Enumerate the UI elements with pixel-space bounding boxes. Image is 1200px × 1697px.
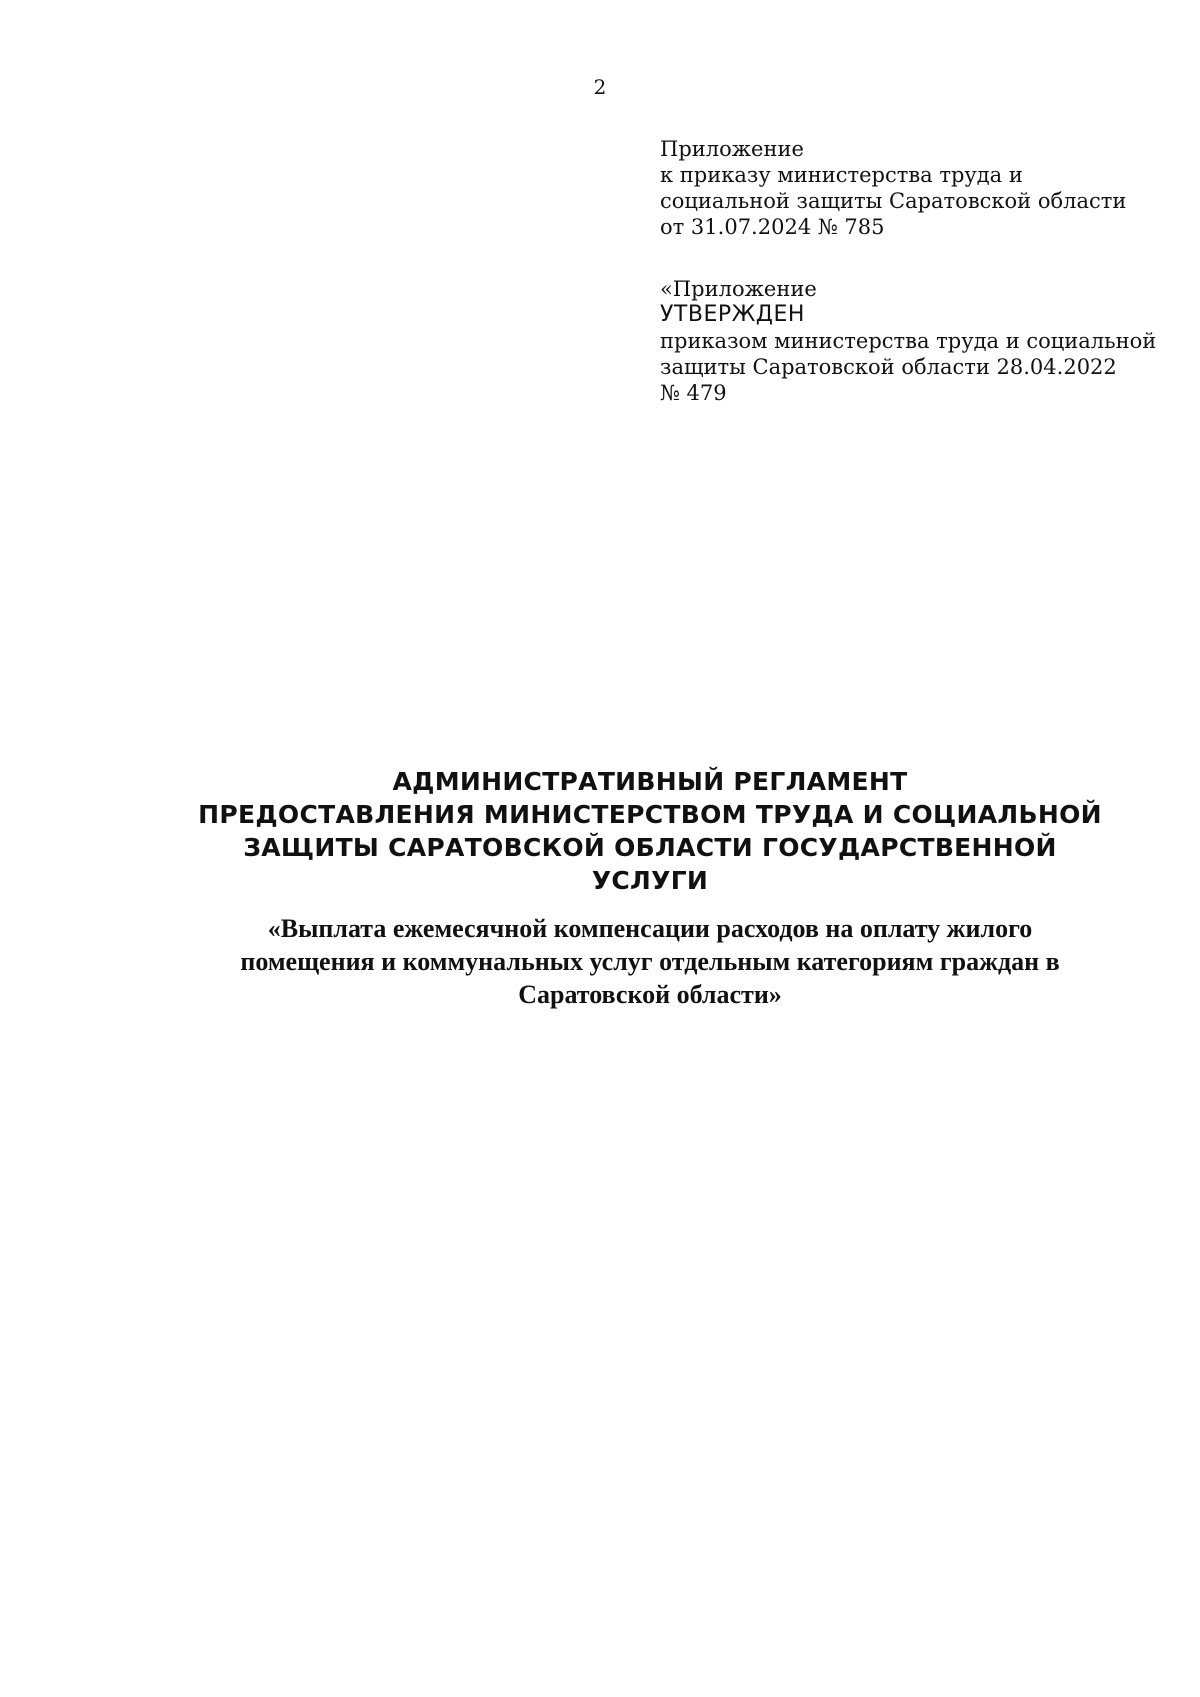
document-title: [100, 765, 1200, 897]
title-line: ПРЕДОСТАВЛЕНИЯ МИНИСТЕРСТВОМ ТРУДА И СОЦИАЛЬНОЙ: [198, 800, 1102, 829]
subtitle-line: «Выплата ежемесячной компенсации расходов на оплату жилого: [267, 914, 1033, 943]
approval-prefix: «Приложение: [660, 277, 817, 301]
subtitle-line: Саратовской области»: [518, 980, 782, 1009]
approval-line: № 479: [660, 381, 727, 405]
page-number: 2: [593, 75, 607, 99]
title-line: УСЛУГИ: [591, 866, 709, 895]
title-line: АДМИНИСТРАТИВНЫЙ РЕГЛАМЕНТ: [392, 767, 908, 796]
annex-line: от 31.07.2024 № 785: [660, 215, 885, 239]
approval-line: приказом министерства труда и социальной: [660, 329, 1157, 353]
approval-label: УТВЕРЖДЕН: [660, 302, 805, 327]
subtitle-line: помещения и коммунальных услуг отдельным категориям граждан в: [240, 947, 1060, 976]
annex-line: к приказу министерства труда и: [660, 163, 1023, 187]
approval-line: защиты Саратовской области 28.04.2022: [660, 355, 1117, 379]
annex-line: Приложение: [660, 137, 804, 161]
annex-line: социальной защиты Саратовской области: [660, 189, 1127, 213]
approval-header: [660, 276, 1180, 406]
document-subtitle: [100, 912, 1200, 1011]
title-line: ЗАЩИТЫ САРАТОВСКОЙ ОБЛАСТИ ГОСУДАРСТВЕННОЙ: [243, 833, 1057, 862]
annex-header: [660, 136, 1180, 240]
